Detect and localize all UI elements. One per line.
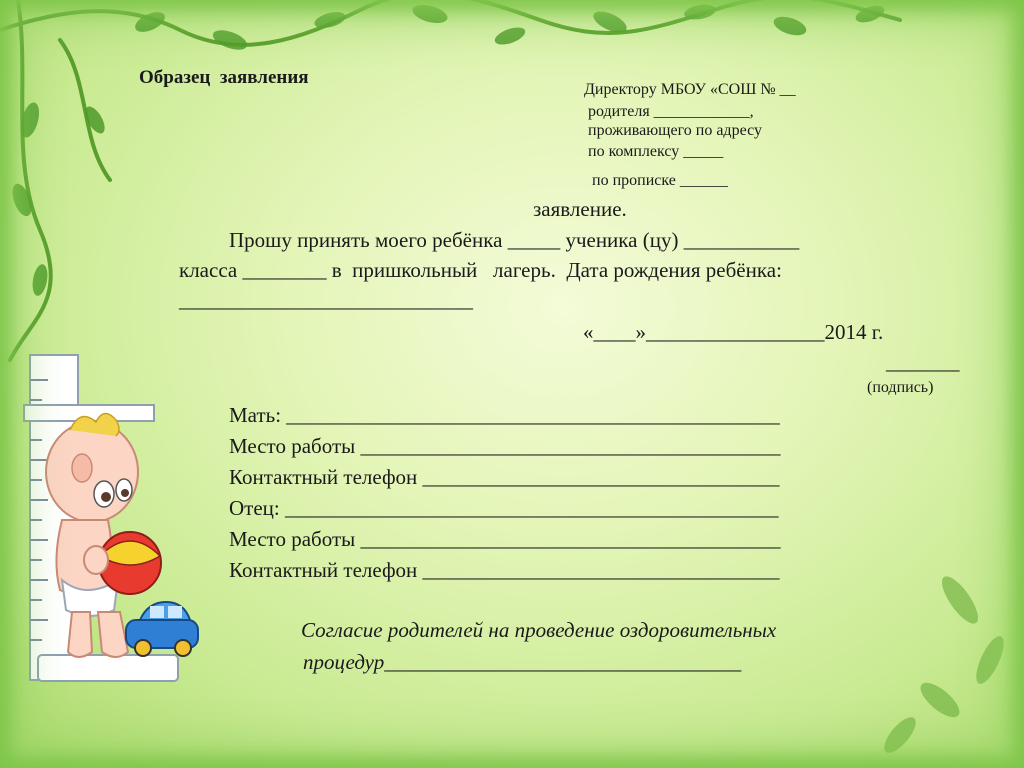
date-line: «____»_________________2014 г. [583, 320, 884, 344]
header-parent-line: родителя ____________, [588, 103, 754, 120]
sample-title: Образец заявления [139, 67, 309, 88]
header-address-line: проживающего по адресу [588, 122, 762, 139]
field-mother-workplace: Место работы ________________________________________ [229, 434, 781, 458]
consent-line-2: процедур__________________________________ [303, 650, 742, 674]
field-mother: Мать: _______________________________________________ [229, 403, 780, 427]
request-line-1: Прошу принять моего ребёнка _____ ученика (цу) ___________ [229, 228, 800, 252]
consent-line-1: Согласие родителей на проведение оздоровительных [301, 618, 777, 642]
statement-heading: заявление. [533, 197, 627, 221]
field-father-workplace: Место работы ________________________________________ [229, 527, 781, 551]
signature-label: (подпись) [867, 379, 934, 396]
field-father-phone: Контактный телефон __________________________________ [229, 558, 780, 582]
request-line-2: класса ________ в пришкольный лагерь. Дата рождения ребёнка: [179, 258, 782, 282]
header-registration-line: по прописке ______ [592, 172, 728, 189]
header-director-line: Директору МБОУ «СОШ № __ [584, 81, 796, 98]
field-father: Отец: _______________________________________________ [229, 496, 779, 520]
field-mother-phone: Контактный телефон __________________________________ [229, 465, 780, 489]
birthdate-line: ____________________________ [179, 288, 473, 312]
header-complex-line: по комплексу _____ [588, 143, 724, 160]
signature-line: _______ [886, 350, 960, 374]
